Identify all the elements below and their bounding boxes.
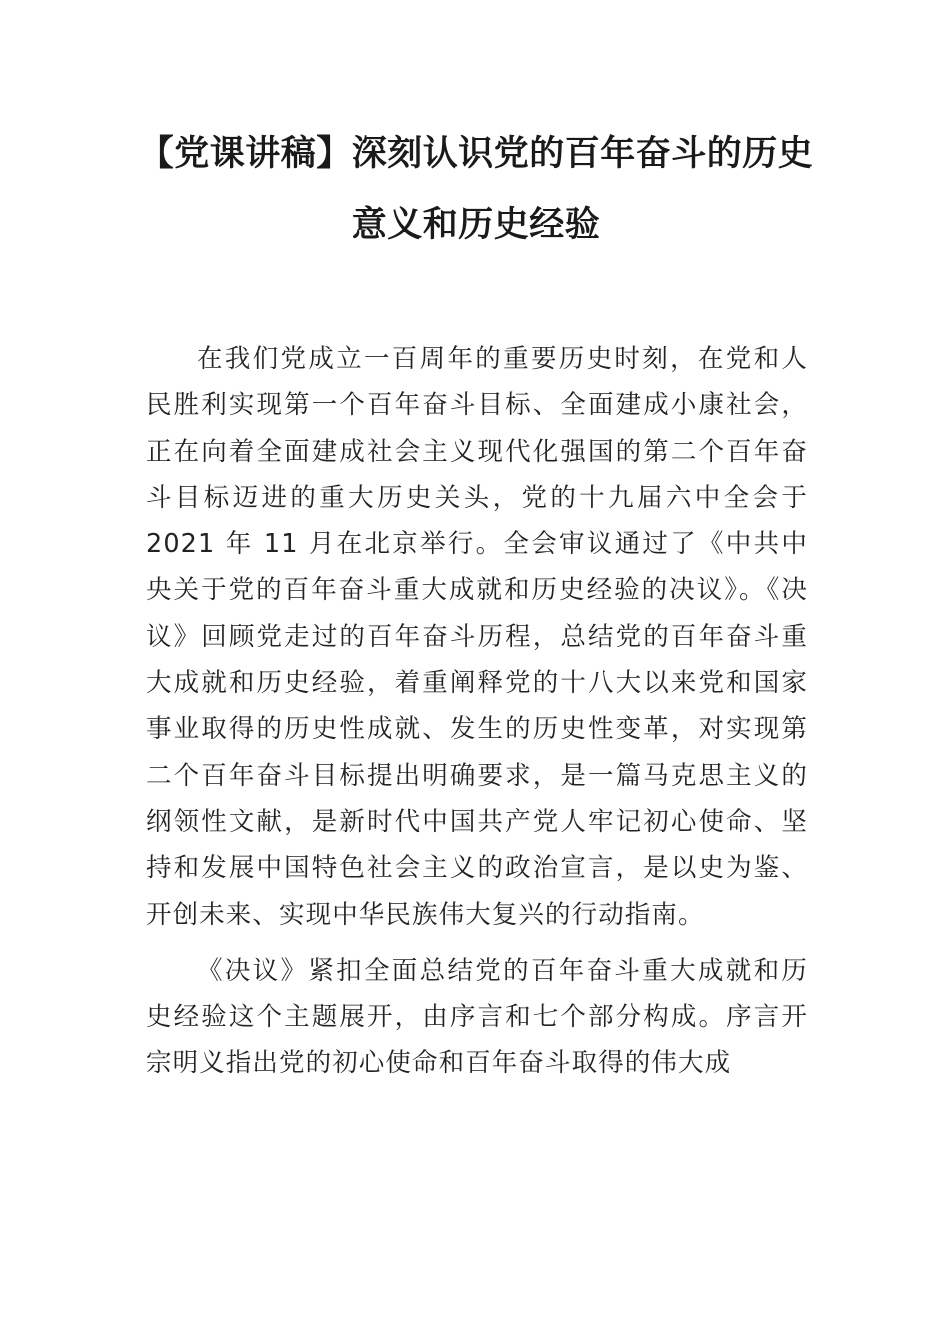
document-body xyxy=(146,336,808,1097)
document-title: 【党课讲稿】深刻认识党的百年奋斗的历史意义和历史经验 xyxy=(138,133,814,245)
paragraph-1: 在我们党成立一百周年的重要历史时刻，在党和人民胜利实现第一个百年奋斗目标、全面建成小康社会，正在向着全面建成社会主义现代化强国的第二个百年奋斗目标迈进的重大历史关头，党的十九届六中全会于 2021 年 11 月在北京举行。全会审议通过了《中共中央关于党的百年奋斗重大成就和历史经验的决议》。《决议》回顾党走过的百年奋斗历程，总结党的百年奋斗重大成就和历史经验，着重阐释党的十八大以来党和国家事业取得的历史性成就、发生的历史性变革，对实现第二个百年奋斗目标提出明确要求，是一篇马克思主义的纲领性文献，是新时代中国共产党人牢记初心使命、坚持和发展中国特色社会主义的政治宣言，是以史为鉴、开创未来、实现中华民族伟大复兴的行动指南。 xyxy=(146,344,808,930)
paragraph-2: 《决议》紧扣全面总结党的百年奋斗重大成就和历史经验这个主题展开，由序言和七个部分构成。序言开宗明义指出党的初心使命和百年奋斗取得的伟大成 xyxy=(146,955,808,1079)
